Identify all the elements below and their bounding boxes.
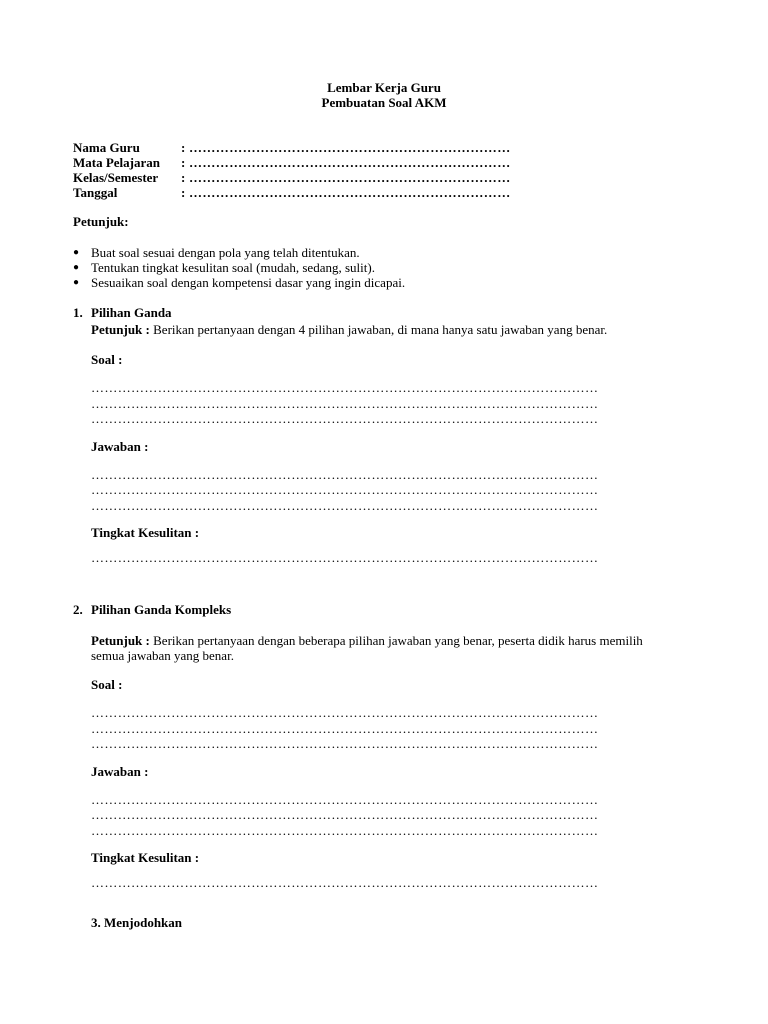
section-instruction: [73, 322, 673, 337]
list-item: [73, 275, 405, 290]
field-blank: ………………………………………………………………: [189, 170, 511, 185]
tingkat-answer-lines: [73, 875, 673, 891]
section-title: Pilihan Ganda Kompleks: [91, 602, 232, 617]
section-title: Menjodohkan: [104, 915, 183, 930]
tingkat-kesulitan-label: Tingkat Kesulitan :: [91, 525, 200, 540]
field-tanggal: [73, 185, 551, 200]
instructions-heading: Petunjuk:: [73, 214, 129, 229]
document-title: Lembar Kerja Guru: [327, 80, 441, 95]
blank-line: ……………………………………………………………………………………………………: [91, 395, 599, 411]
section-menjodohkan: [73, 915, 673, 931]
section-heading: [73, 915, 673, 931]
document-header: [0, 80, 768, 110]
tingkat-answer-lines: [73, 550, 673, 566]
instruction-text: Berikan pertanyaan dengan beberapa pilihan jawaban yang benar, peserta didik harus memilih semua jawaban yang benar.: [91, 633, 643, 663]
list-item-text: Buat soal sesuai dengan pola yang telah ditentukan.: [91, 245, 360, 260]
field-blank: ………………………………………………………………: [189, 185, 511, 200]
document-subtitle: Pembuatan Soal AKM: [321, 95, 447, 110]
field-colon: :: [181, 140, 186, 155]
tingkat-kesulitan-label: Tingkat Kesulitan :: [91, 850, 200, 865]
blank-line: ……………………………………………………………………………………………………: [91, 720, 599, 736]
jawaban-answer-lines: [73, 467, 673, 514]
soal-label: Soal :: [91, 677, 123, 692]
field-label: Nama Guru: [73, 140, 140, 155]
list-item-text: Sesuaikan soal dengan kompetensi dasar yang ingin dicapai.: [91, 275, 406, 290]
list-item-text: Tentukan tingkat kesulitan soal (mudah, sedang, sulit).: [91, 260, 375, 275]
blank-line: ……………………………………………………………………………………………………: [91, 875, 599, 890]
field-mata-pelajaran: [73, 155, 551, 170]
field-colon: :: [181, 155, 186, 170]
section-instruction: [73, 633, 673, 663]
list-item: [73, 245, 405, 260]
field-blank: ………………………………………………………………: [189, 140, 511, 155]
blank-line: ……………………………………………………………………………………………………: [91, 497, 599, 513]
blank-line: ……………………………………………………………………………………………………: [91, 705, 599, 720]
field-colon: :: [181, 170, 186, 185]
field-nama-guru: [73, 140, 551, 155]
blank-line: ……………………………………………………………………………………………………: [91, 791, 599, 807]
instruction-label: Petunjuk :: [91, 633, 150, 648]
section-number: 3.: [91, 915, 101, 930]
jawaban-answer-lines: [73, 792, 673, 839]
soal-label: Soal :: [91, 352, 123, 367]
field-label: Tanggal: [73, 185, 118, 200]
section-heading: [73, 602, 673, 618]
jawaban-label: Jawaban :: [91, 438, 149, 454]
blank-line: ……………………………………………………………………………………………………: [91, 466, 599, 482]
section-number: 2.: [73, 602, 83, 617]
instruction-text: Berikan pertanyaan dengan 4 pilihan jawaban, di mana hanya satu jawaban yang benar.: [149, 322, 608, 337]
blank-line: ……………………………………………………………………………………………………: [91, 380, 599, 395]
field-label: Kelas/Semester: [73, 170, 159, 185]
field-blank: ………………………………………………………………: [189, 155, 511, 170]
section-heading: [73, 305, 673, 321]
blank-line: ……………………………………………………………………………………………………: [91, 822, 599, 838]
field-kelas-semester: [73, 170, 551, 185]
identity-fields: [73, 140, 551, 200]
soal-answer-lines: [73, 705, 673, 752]
jawaban-label: Jawaban :: [91, 763, 149, 779]
blank-line: ……………………………………………………………………………………………………: [91, 482, 599, 497]
list-item: [73, 260, 405, 275]
section-pilihan-ganda: [73, 305, 673, 566]
field-colon: :: [181, 185, 186, 200]
section-title: Pilihan Ganda: [91, 305, 172, 320]
soal-answer-lines: [73, 380, 673, 427]
blank-line: ……………………………………………………………………………………………………: [91, 807, 599, 822]
instruction-label: Petunjuk :: [91, 322, 150, 337]
bullet-icon: ●: [73, 262, 80, 273]
blank-line: ……………………………………………………………………………………………………: [91, 411, 599, 426]
bullet-icon: ●: [73, 247, 80, 258]
bullet-icon: ●: [73, 277, 80, 288]
section-number: 1.: [73, 305, 83, 320]
section-pilihan-ganda-kompleks: [73, 602, 673, 891]
instructions-list: [73, 245, 405, 290]
blank-line: ……………………………………………………………………………………………………: [91, 550, 599, 565]
blank-line: ……………………………………………………………………………………………………: [91, 736, 599, 751]
field-label: Mata Pelajaran: [73, 155, 161, 170]
